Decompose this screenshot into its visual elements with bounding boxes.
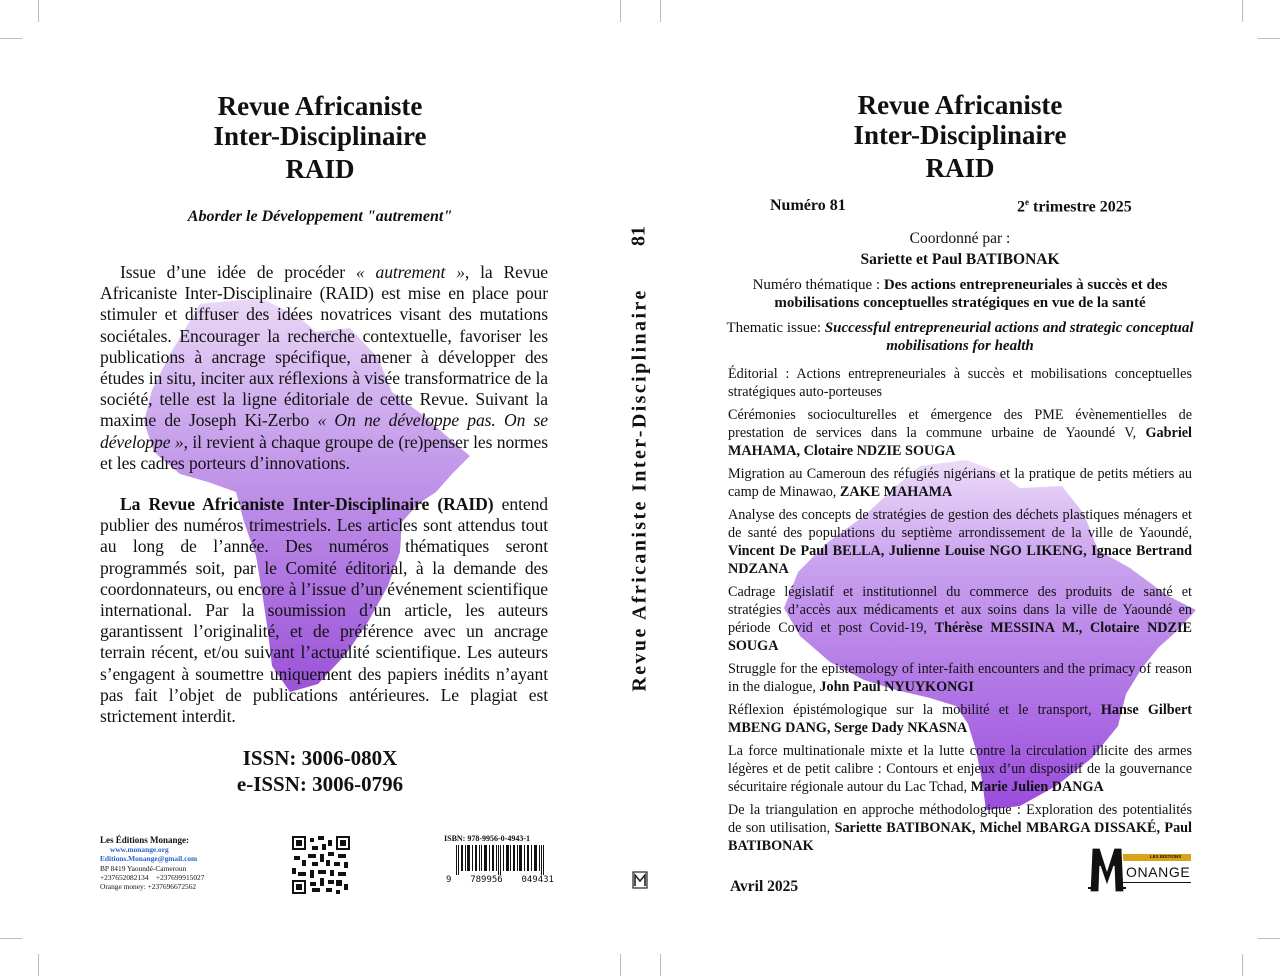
- eissn: e-ISSN: 3006-0796: [236, 772, 404, 796]
- barcode-digit: 9: [446, 875, 452, 885]
- toc-authors: Marie Julien DANGA: [970, 779, 1104, 795]
- issn-block: [100, 745, 540, 797]
- logo-text: ONANGE: [1126, 864, 1191, 880]
- p1-quote: « autrement »: [355, 262, 465, 282]
- crop-mark: [38, 0, 39, 22]
- back-title-line1: Revue Africaniste: [217, 91, 423, 121]
- toc-title: Cérémonies socioculturelles et émergence des PME évènementielles de prestation de services dans la commune urbaine de Yaoundé V,: [728, 407, 1192, 441]
- theme-fr: [722, 276, 1198, 313]
- crop-mark: [0, 38, 22, 39]
- crop-mark: [660, 954, 661, 976]
- crop-mark: [1258, 38, 1280, 39]
- toc-item: [728, 660, 1192, 696]
- crop-mark: [1258, 938, 1280, 939]
- quarter-rest: trimestre 2025: [1029, 198, 1132, 216]
- toc-authors: Thérèse MESSINA M., Clotaire NDZIE SOUGA: [728, 620, 1193, 654]
- p1-part: , il revient à chaque groupe de (re)penser les normes et les cadres porteurs d’innovations.: [100, 431, 548, 473]
- back-title: [100, 91, 540, 151]
- toc-title: Analyse des concepts de stratégies de gestion des déchets plastiques ménagers et de santé des populations du septième arrondissement de la ville de Yaoundé,: [728, 507, 1192, 541]
- theme-en-label: Thematic issue:: [726, 320, 825, 336]
- crop-mark: [620, 954, 621, 976]
- publisher-email[interactable]: Editions.Monange@gmail.com: [100, 854, 198, 864]
- isbn-label: ISBN: 978-9956-0-4943-1: [444, 834, 530, 843]
- barcode-digits: [444, 875, 556, 885]
- toc-title: Réflexion épistémologique sur la mobilité et le transport,: [728, 702, 1101, 718]
- toc-title: Migration au Cameroun des réfugiés nigérians et la pratique de petits métiers au camp de Minawao,: [728, 466, 1192, 500]
- issue-number: Numéro 81: [770, 197, 846, 214]
- toc-item: [728, 583, 1192, 655]
- toc-title: Cadrage législatif et institutionnel du commerce des produits de santé et stratégies d’accès aux médicaments et aux soins dans la ville de Yaoundé en période Covid et post Covid-19,: [728, 584, 1192, 636]
- logo-small-text: LES EDITIONS: [1150, 854, 1182, 859]
- p2-rest: entend publier des numéros trimestriels. Les articles sont attendus tout au long de l’année. Des numéros thématiques seront programmés soit, par le Comité éditorial, à la demande des coordonnateurs, ou encore à l’issue d’un événement scientifique international. Par la soumission d’un article, les auteurs garantissent l’originalité, et de préférence avec un ancrage terrain récent, et/ou suivant l’actualité scientifique. Les auteurs s’engagent à soumettre uniquement des papiers inédits n’ayant pas fait l’objet de publications antérieures. Le plagiat est strictement interdit.: [100, 494, 548, 727]
- toc-title: Éditorial : Actions entrepreneuriales à succès et mobilisations conceptuelles stratégiques auto-porteuses: [728, 366, 1192, 400]
- front-title: [730, 90, 1190, 150]
- toc-authors: Sariette BATIBONAK, Michel MBARGA DISSAKÉ, Paul BATIBONAK: [728, 820, 1192, 854]
- theme-en-text: Successful entrepreneurial actions and strategic conceptual mobilisations for health: [824, 320, 1194, 355]
- phone: +237699915027: [155, 872, 205, 882]
- issn: ISSN: 3006-080X: [242, 746, 398, 770]
- barcode-digit: 789956: [470, 875, 503, 885]
- crop-mark: [0, 938, 22, 939]
- theme-fr-label: Numéro thématique :: [752, 277, 884, 293]
- quarter-sup: e: [1025, 197, 1029, 207]
- barcode: [444, 845, 556, 875]
- theme-en: [722, 319, 1198, 356]
- front-title-line1: Revue Africaniste: [857, 90, 1063, 120]
- publication-date: Avril 2025: [730, 878, 799, 895]
- crop-mark: [38, 954, 39, 976]
- toc-authors: ZAKE MAHAMA: [839, 484, 953, 500]
- qr-code: [292, 836, 350, 894]
- front-raid: RAID: [925, 153, 995, 183]
- crop-mark: [1242, 954, 1243, 976]
- coordination: [730, 229, 1190, 270]
- front-title-line2: Inter-Disciplinaire: [853, 120, 1067, 150]
- p1-maxim: « On ne développe pas. On se développe »: [100, 410, 548, 452]
- back-title-line2: Inter-Disciplinaire: [213, 121, 427, 151]
- publisher-address: BP 8419 Yaoundé-Cameroun: [100, 863, 187, 873]
- toc-item: [728, 406, 1192, 460]
- monange-logo: [1088, 840, 1194, 894]
- issue-quarter: [1017, 197, 1132, 216]
- toc-title: La force multinationale mixte et la lutte contre la circulation illicite des armes légères et de petit calibre : Contours et enjeux d’un dispositif de la gouvernance sécuritaire régionale autour du Lac Tchad,: [728, 743, 1192, 795]
- spine-number: 81: [627, 226, 650, 246]
- toc-item: [728, 506, 1192, 578]
- publisher-orange-money: Orange money: +237696672562: [100, 882, 197, 892]
- crop-mark: [620, 0, 621, 22]
- monange-small-icon: [632, 871, 648, 889]
- toc-authors: John Paul NYUYKONGI: [819, 679, 974, 695]
- quarter-num: 2: [1017, 198, 1025, 216]
- toc-authors: Gabriel MAHAMA, Clotaire NDZIE SOUGA: [728, 425, 1192, 459]
- isbn-barcode: [444, 834, 556, 885]
- publisher-website[interactable]: www.monange.org: [110, 845, 169, 855]
- toc-item: [728, 365, 1192, 401]
- back-paragraph-1: [100, 262, 548, 474]
- table-of-contents: [728, 365, 1192, 860]
- coordinators: Sariette et Paul BATIBONAK: [860, 251, 1060, 268]
- spine-title: Revue Africaniste Inter-Disciplinaire: [628, 288, 651, 692]
- publisher-info: [100, 836, 230, 891]
- theme-fr-text: Des actions entrepreneuriales à succès et des mobilisations conceptuelles stratégiques en vue de la santé: [774, 277, 1168, 312]
- back-raid: RAID: [285, 154, 355, 184]
- p2-bold: La Revue Africaniste Inter-Disciplinaire (RAID): [120, 494, 494, 514]
- toc-title: Struggle for the epistemology of inter-faith encounters and the primacy of reason in the dialogue,: [728, 661, 1192, 695]
- toc-authors: Hanse Gilbert MBENG DANG, Serge Dady NKASNA: [728, 702, 1192, 736]
- coordinated-by-label: Coordonné par :: [909, 230, 1011, 247]
- publisher-name: Les Éditions Monange:: [100, 835, 190, 845]
- barcode-digit: 049431: [521, 875, 554, 885]
- toc-authors: Vincent De Paul BELLA, Julienne Louise NGO LIKENG, Ignace Bertrand NDZANA: [728, 543, 1192, 577]
- crop-mark: [1242, 0, 1243, 22]
- toc-item: [728, 465, 1192, 501]
- toc-title: De la triangulation en approche méthodologique : Exploration des potentialités de son utilisation,: [728, 802, 1192, 836]
- toc-item: [728, 701, 1192, 737]
- p1-part: , la Revue Africaniste Inter-Disciplinaire (RAID) est mise en place pour stimuler et diffuser des idées novatrices visant des mutations sociétales. Encourager la recherche contextuelle, favoriser les publications à ancrage spécifique, amener à développer des études in situ, inciter aux réflexions à visée transformatrice de la société, telle est la ligne éditoriale de cette Revue. Suivant la maxime de Joseph Ki-Zerbo: [100, 262, 548, 431]
- p1-part: Issue d’une idée de procéder: [120, 262, 356, 282]
- back-paragraph-2: [100, 494, 548, 727]
- phone: +237652082134: [100, 872, 149, 882]
- crop-mark: [660, 0, 661, 22]
- publisher-phones: [100, 873, 230, 882]
- back-subtitle: Aborder le Développement "autrement": [187, 208, 453, 225]
- toc-item: [728, 742, 1192, 796]
